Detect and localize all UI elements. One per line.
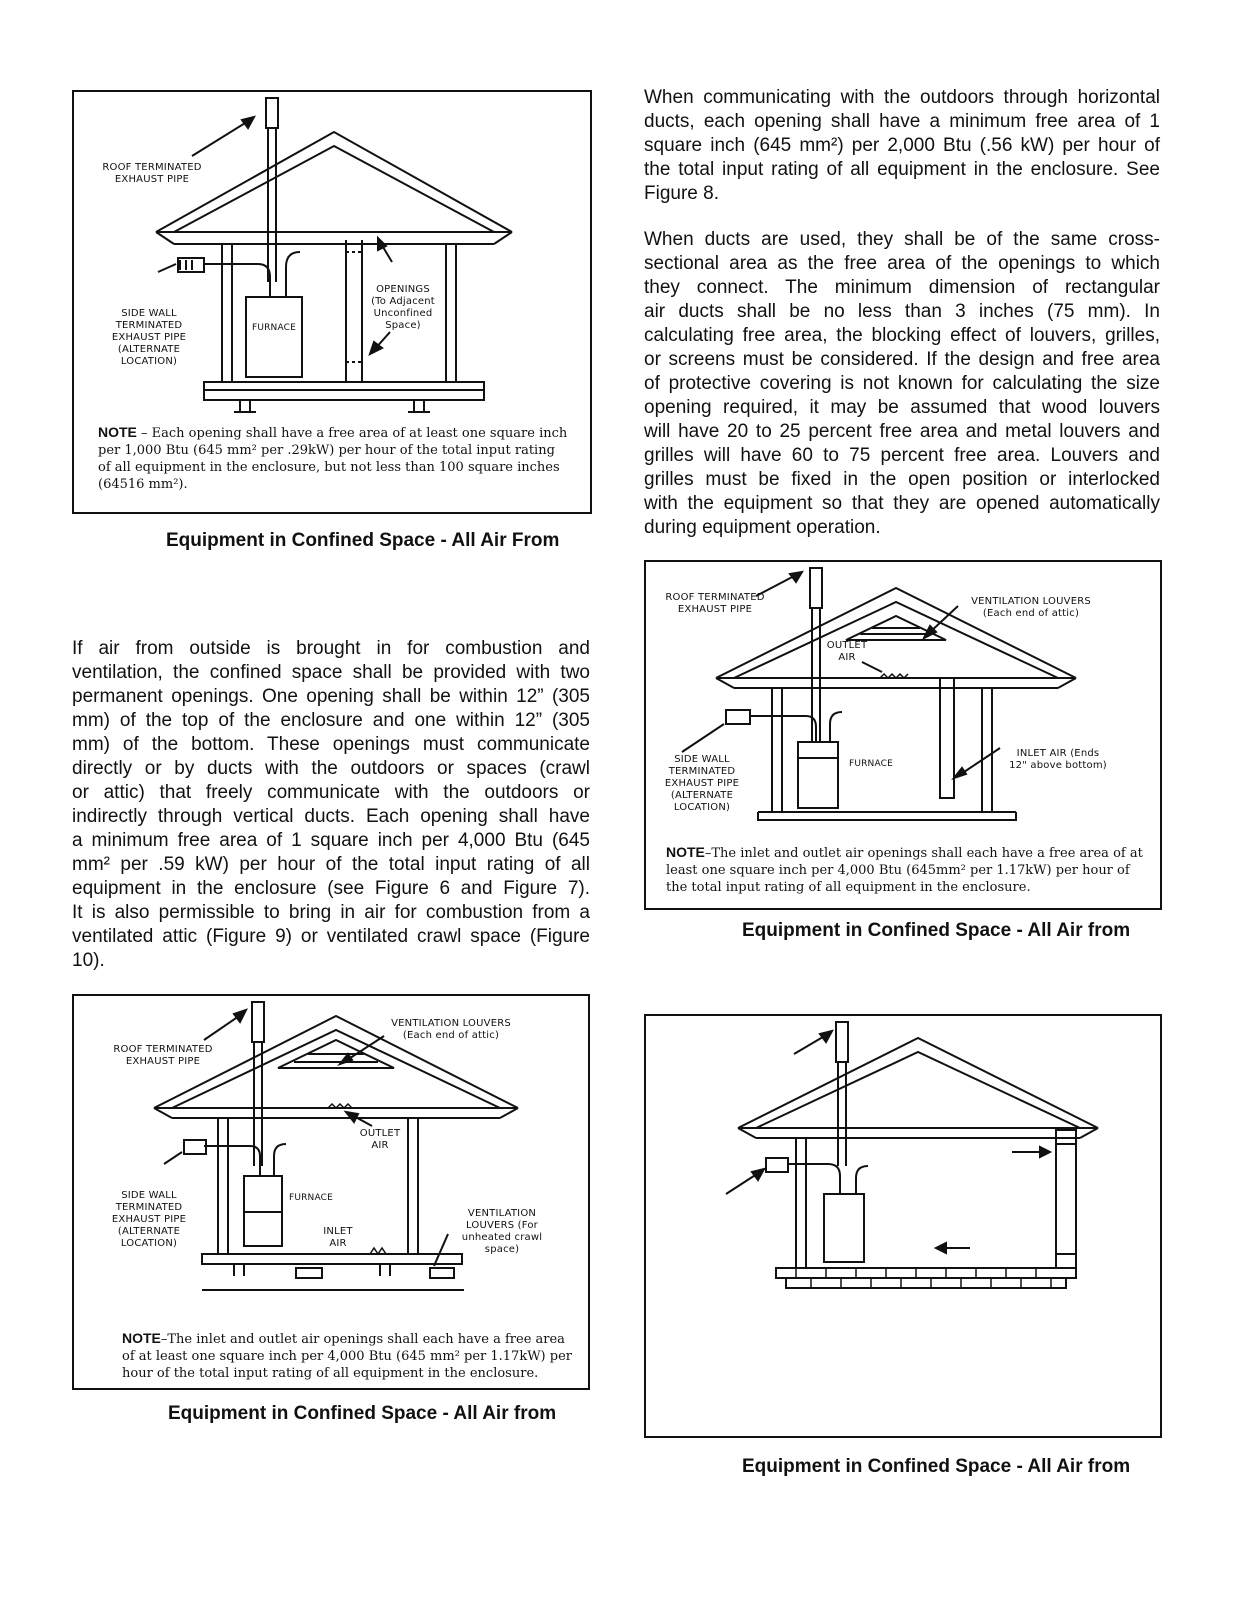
text-line: mm² per .59 kW) per hour of the total input rating of all [72, 854, 590, 875]
text-line: indirectly through vertical ducts. Each opening shall have [72, 806, 590, 827]
note-text: –The inlet and outlet air openings shall each have a free area of at least one square inch per 4,000 Btu (645 mm² per 1.17kW) per hour of the total input rating of all equipment in the enclosure. [122, 1332, 572, 1381]
openings-label: OPENINGS (To Adjacent Unconfined Space) [371, 284, 435, 331]
text-line: It is also permissible to bring in air for combustion from a [72, 902, 590, 923]
ventilation-louvers-label: VENTILATION LOUVERS (Each end of attic) [391, 1018, 511, 1041]
text-line: or screens must be considered. If the design and free area [644, 349, 1160, 370]
text-line: mm) of the top of the enclosure and one within 12” (305 [72, 710, 590, 731]
inlet-air-label: INLET AIR [323, 1226, 353, 1249]
text-line: directly or by ducts with the outdoors or spaces (crawl [72, 758, 590, 779]
note-text: –The inlet and outlet air openings shall each have a free area of at least one square inch per 4,000 Btu (645mm² per 1.17kW) per hour of the total input rating of all equipment in the enclosure. [666, 846, 1143, 895]
text-line: When ducts are used, they shall be of the same cross- [644, 229, 1160, 250]
furnace-label: FURNACE [251, 323, 297, 333]
text-line: with the equipment so that they are opened automatically [644, 493, 1160, 514]
text-line: grilles must be fixed in the open position or interlocked [644, 469, 1160, 490]
outlet-air-label: OUTLET AIR [826, 640, 868, 663]
figure-7-panel [72, 994, 590, 1390]
text-line: will have 20 to 25 percent free area and metal louvers and [644, 421, 1160, 442]
text-line: during equipment operation. [644, 517, 881, 538]
text-line: ducts, each opening shall have a minimum free area of 1 [644, 111, 1160, 132]
figure-7-caption: Equipment in Confined Space - All Air from [168, 1403, 557, 1424]
text-line: If air from outside is brought in for combustion and [72, 638, 590, 659]
crawl-louvers-label: VENTILATION LOUVERS (For unheated crawl space) [461, 1208, 543, 1255]
text-line: ventilation, the confined space shall be provided with two [72, 662, 590, 683]
figure-6-note [666, 844, 1146, 896]
text-line: sectional area as the free area of the openings to which [644, 253, 1160, 274]
roof-pipe-label: ROOF TERMINATED EXHAUST PIPE [113, 1044, 213, 1067]
text-line: permanent openings. One opening shall be within 12” (305 [72, 686, 590, 707]
side-wall-label: SIDE WALL TERMINATED EXHAUST PIPE (ALTERNATE LOCATION) [111, 308, 187, 367]
text-line: of protective covering is not known for calculating the size [644, 373, 1160, 394]
text-line: air ducts shall be no less than 3 inches (75 mm). In [644, 301, 1160, 322]
figure-6-caption: Equipment in Confined Space - All Air from [742, 920, 1131, 941]
text-line: or attic) that freely communicate with the outdoors or [72, 782, 590, 803]
figure-8-drawing [646, 1016, 1160, 1436]
text-line: equipment in the enclosure (see Figure 6 and Figure 7). [72, 878, 590, 899]
text-line: opening required, it may be assumed that wood louvers [644, 397, 1160, 418]
paragraph-ducts-used [644, 228, 1160, 540]
furnace-label: FURNACE [848, 759, 894, 769]
roof-pipe-label: ROOF TERMINATED EXHAUST PIPE [102, 162, 202, 185]
furnace-label: FURNACE [288, 1193, 334, 1203]
figure-5-note [98, 424, 568, 493]
text-line: ventilated attic (Figure 9) or ventilated crawl space (Figure [72, 926, 590, 947]
text-line: Figure 8. [644, 183, 719, 204]
paragraph-outside-air [72, 637, 590, 973]
text-line: mm) of the bottom. These openings must communicate [72, 734, 590, 755]
figure-6-panel [644, 560, 1162, 910]
text-line: grilles will have 60 to 75 percent free area. Louvers and [644, 445, 1160, 466]
text-line: a minimum free area of 1 square inch per 4,000 Btu (645 [72, 830, 590, 851]
figure-7-note [122, 1330, 572, 1382]
paragraph-horizontal-ducts [644, 86, 1160, 206]
figure-8-panel [644, 1014, 1162, 1438]
figure-5-caption: Equipment in Confined Space - All Air From [166, 530, 560, 551]
note-label: NOTE [666, 844, 705, 860]
text-line: 10). [72, 950, 105, 971]
ventilation-louvers-label: VENTILATION LOUVERS (Each end of attic) [971, 596, 1091, 619]
note-label: NOTE [98, 424, 137, 440]
text-line: When communicating with the outdoors through horizontal [644, 87, 1160, 108]
note-label: NOTE [122, 1330, 161, 1346]
text-line: square inch (645 mm²) per 2,000 Btu (.56 kW) per hour of [644, 135, 1160, 156]
text-line: calculating free area, the blocking effect of louvers, grilles, [644, 325, 1160, 346]
side-wall-label: SIDE WALL TERMINATED EXHAUST PIPE (ALTERNATE LOCATION) [664, 754, 740, 813]
roof-pipe-label: ROOF TERMINATED EXHAUST PIPE [665, 592, 765, 615]
figure-8-caption: Equipment in Confined Space - All Air from [742, 1456, 1131, 1477]
figure-5-panel [72, 90, 592, 514]
outlet-air-label: OUTLET AIR [359, 1128, 401, 1151]
side-wall-label: SIDE WALL TERMINATED EXHAUST PIPE (ALTERNATE LOCATION) [111, 1190, 187, 1249]
text-line: the total input rating of all equipment in the enclosure. See [644, 159, 1160, 180]
text-line: they connect. The minimum dimension of rectangular [644, 277, 1160, 298]
inlet-air-label: INLET AIR (Ends 12" above bottom) [1009, 748, 1107, 771]
note-text: – Each opening shall have a free area of at least one square inch per 1,000 Btu (645 mm² per .29kW) per hour of the total input rating of all equipment in the enclosure, but not less than 100 square inches (64516 mm²). [98, 426, 568, 492]
